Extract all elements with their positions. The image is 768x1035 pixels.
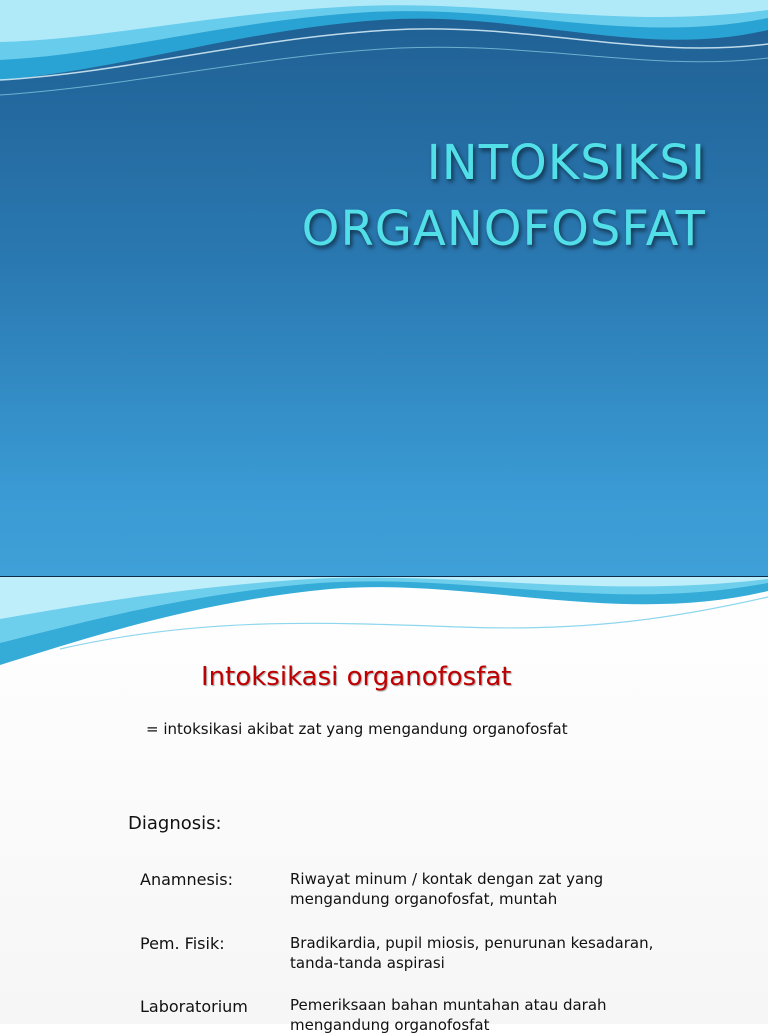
anamnesis-text: Riwayat minum / kontak dengan zat yang mengandung organofosfat, muntah: [290, 870, 604, 908]
anamnesis-label: Anamnesis:: [140, 870, 233, 889]
slide-title-line1: INTOKSIKSI: [426, 135, 706, 191]
wave-decoration: [0, 577, 768, 667]
slide-title: [302, 130, 706, 262]
diagnosis-label: Diagnosis:: [128, 813, 222, 834]
laboratory-label: Laboratorium: [140, 997, 248, 1016]
slide-title-line2: ORGANOFOSFAT: [301, 201, 706, 257]
physical-exam-label: Pem. Fisik:: [140, 934, 225, 953]
content-slide: [0, 576, 768, 1034]
laboratory-text: Pemeriksaan bahan muntahan atau darah mengandung organofosfat: [290, 996, 607, 1034]
definition-text: = intoksikasi akibat zat yang mengandung organofosfat: [146, 720, 568, 738]
slide-heading: Intoksikasi organofosfat: [201, 662, 512, 692]
wave-decoration: [0, 0, 768, 110]
physical-exam-text: Bradikardia, pupil miosis, penurunan kesadaran, tanda-tanda aspirasi: [290, 934, 654, 972]
